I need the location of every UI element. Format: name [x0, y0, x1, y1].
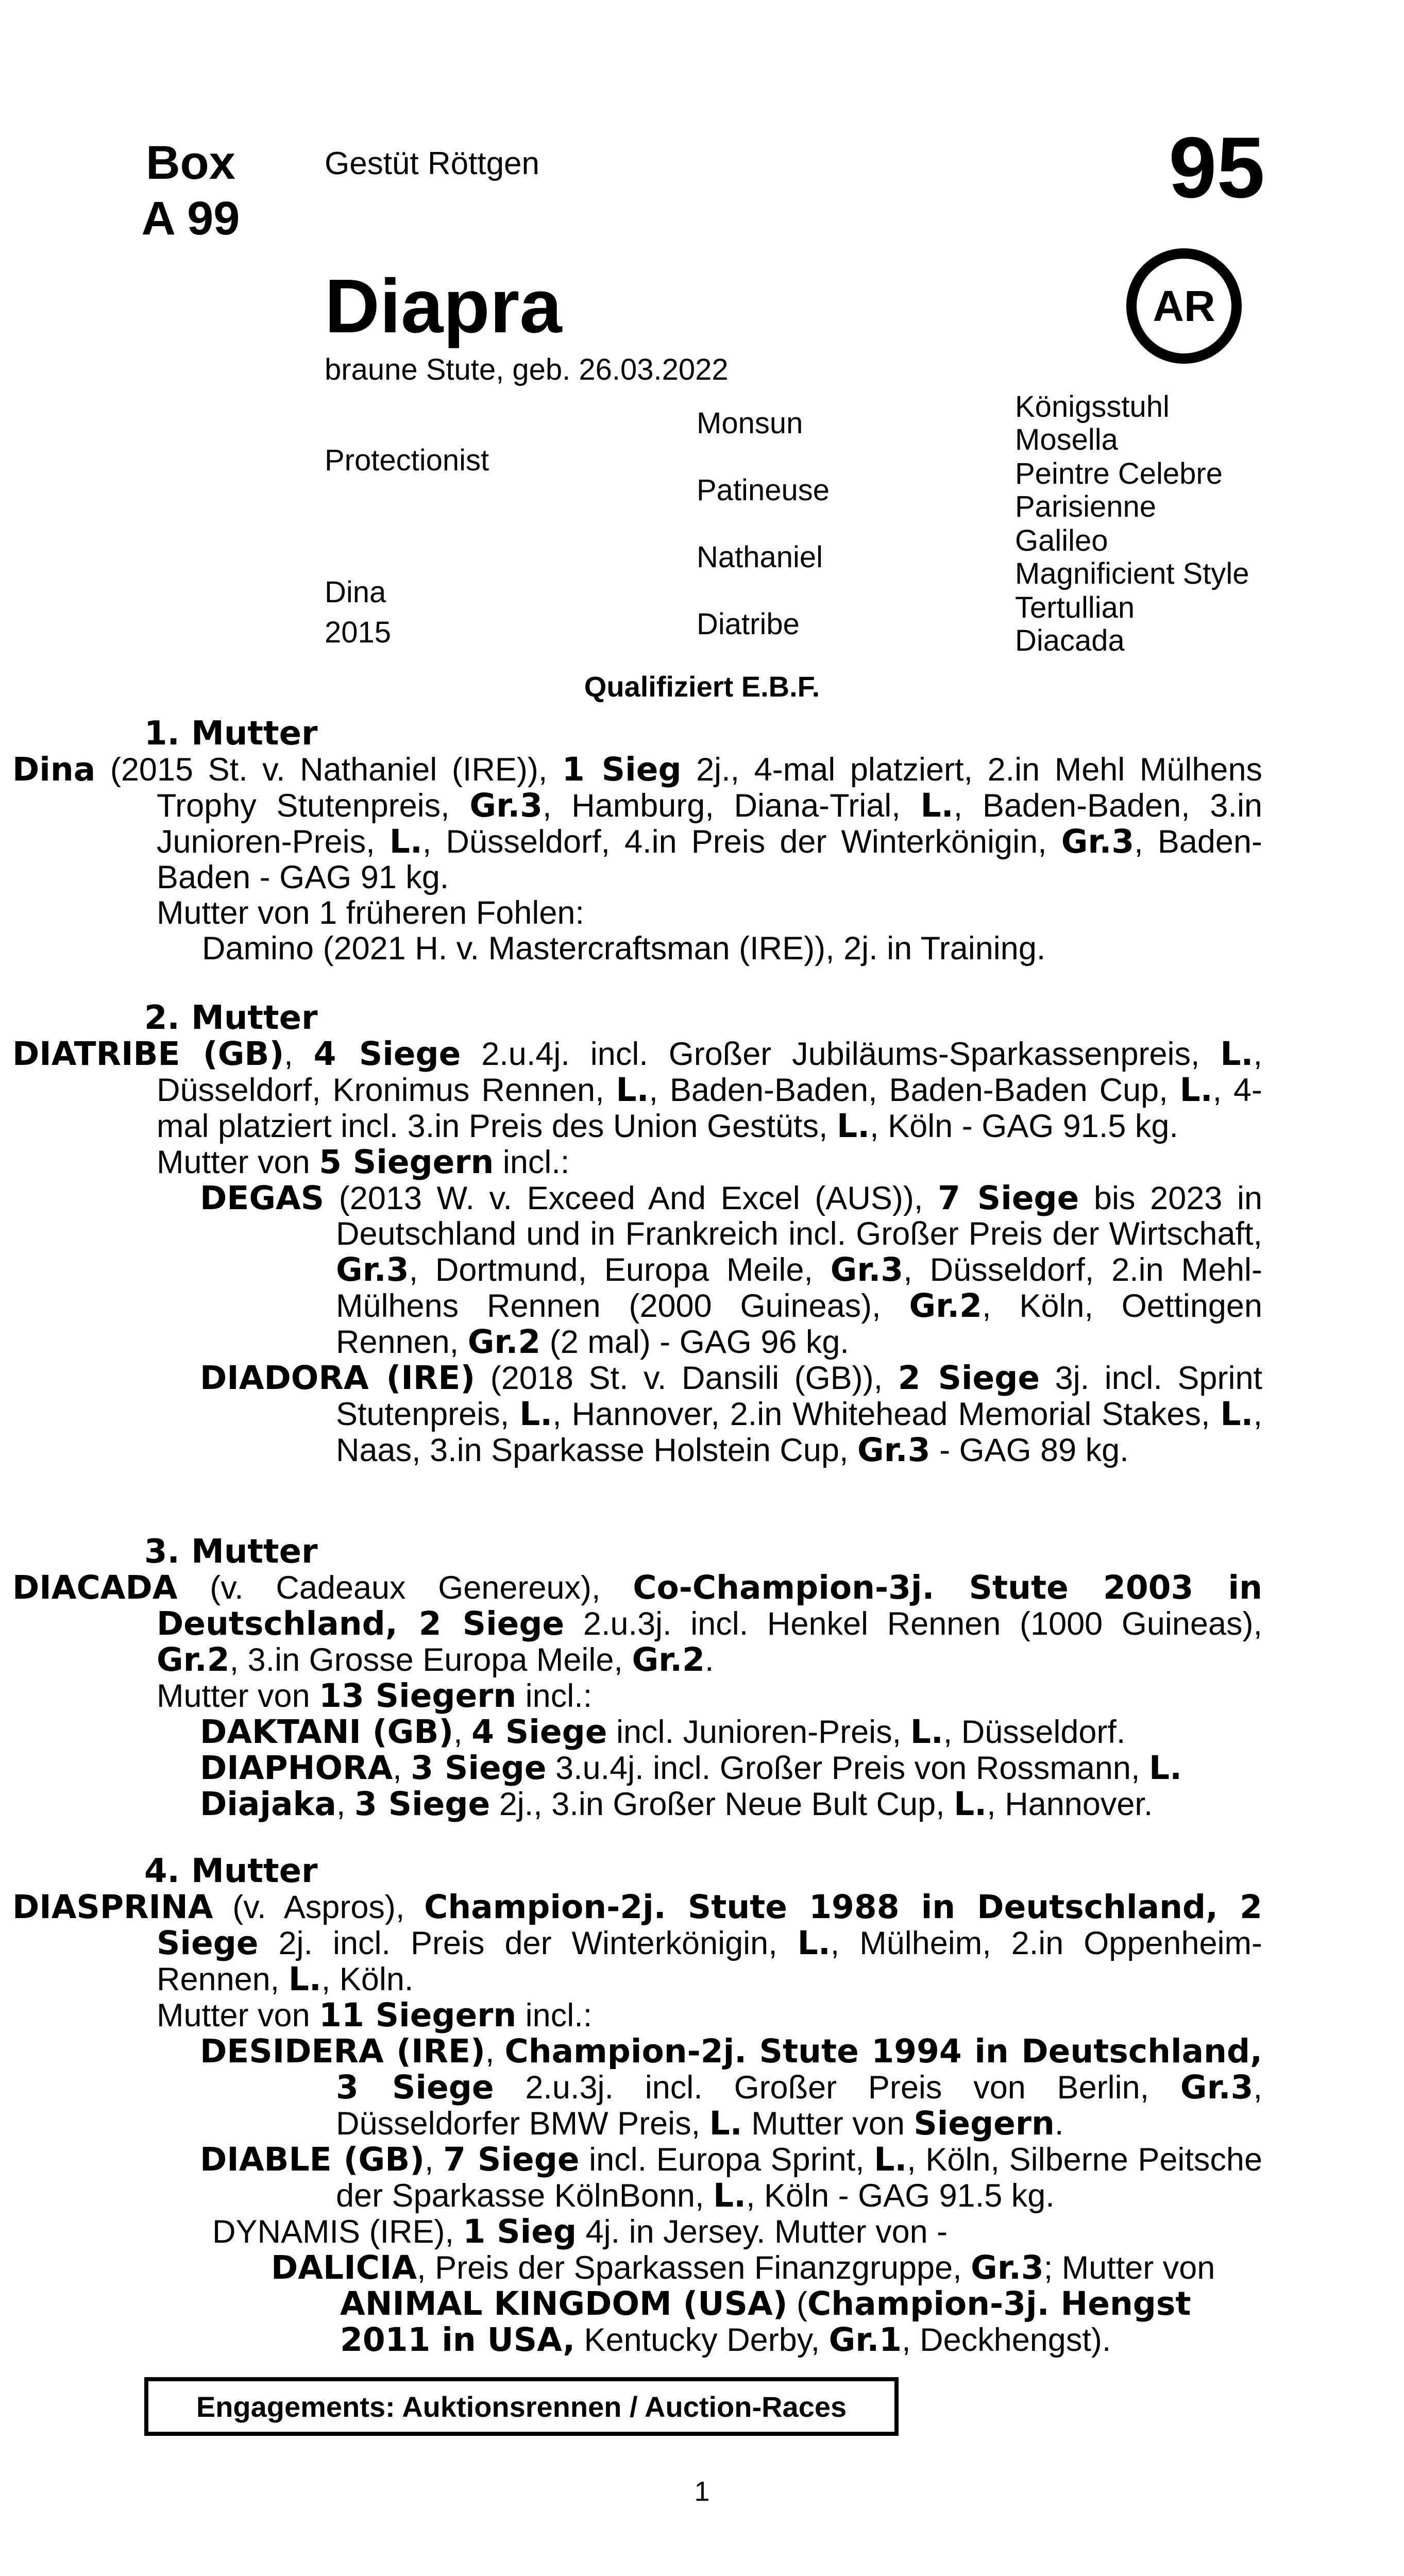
- pedigree-great-grandparent: Mosella: [1015, 423, 1118, 456]
- pedigree-grandparent: Monsun: [697, 406, 803, 440]
- pedigree-dam: Dina: [325, 575, 386, 609]
- pedigree-great-grandparent: Galileo: [1015, 524, 1108, 557]
- lot-number: 95: [1169, 119, 1265, 216]
- dam-entry: DIASPRINA (v. Aspros), Champion-2j. Stute 1988 in Deutschland, 2 Siege 2j. incl. Preis der Winterkönigin, L., Mülheim, 2.in Oppenheim-Rennen, L., Köln.: [12, 1888, 1262, 1998]
- pedigree-great-grandparent: Königsstuhl: [1015, 390, 1170, 423]
- section-first-dam: [12, 715, 1262, 967]
- pedigree-great-grandparent: Parisienne: [1015, 490, 1157, 523]
- offspring-entry: Damino (2021 H. v. Mastercraftsman (IRE)), 2j. in Training.: [202, 930, 1046, 967]
- pedigree-grandparent: Diatribe: [697, 607, 800, 641]
- box-label: Box: [146, 137, 235, 189]
- offspring-entry: DESIDERA (IRE), Champion-2j. Stute 1994 in Deutschland, 3 Siege 2.u.3j. incl. Großer Preis von Berlin, Gr.3, Düsseldorfer BMW Preis, L. Mutter von Siegern.: [200, 2032, 1263, 2142]
- ar-badge: [1126, 248, 1242, 364]
- pedigree-great-grandparent: Peintre Celebre: [1015, 457, 1223, 490]
- pedigree-great-grandparent: Diacada: [1015, 624, 1125, 657]
- offspring-entry: Diajaka, 3 Siege 2j., 3.in Großer Neue Bult Cup, L., Hannover.: [200, 1785, 1153, 1823]
- box-number: A 99: [141, 192, 240, 245]
- pedigree-grandparent: Nathaniel: [697, 540, 823, 574]
- section-third-dam: [12, 1533, 1262, 1823]
- horse-name: Diapra: [325, 264, 562, 349]
- offspring-entry: DIADORA (IRE) (2018 St. v. Dansili (GB)), 2 Siege 3j. incl. Sprint Stutenpreis, L., Hannover, 2.in Whitehead Memorial Stakes, L., Naas, 3.in Sparkasse Holstein Cup, Gr.3 - GAG 89 kg.: [200, 1359, 1262, 1469]
- pedigree-grandparent: Patineuse: [697, 473, 830, 507]
- grand-offspring-entry: DALICIA, Preis der Sparkassen Finanzgruppe, Gr.3; Mutter von ANIMAL KINGDOM (USA) (Champion-3j. Hengst 2011 in USA, Kentucky Derby, Gr.1, Deckhengst).: [271, 2249, 1215, 2359]
- winners-intro: Mutter von 5 Siegern incl.:: [157, 1143, 570, 1181]
- offspring-intro: Mutter von 1 früheren Fohlen:: [157, 895, 584, 931]
- dam-entry: DIATRIBE (GB), 4 Siege 2.u.4j. incl. Großer Jubiläums-Sparkassenpreis, L., Düsseldorf, Kronimus Rennen, L., Baden-Baden, Baden-Baden Cup, L., 4-mal platziert incl. 3.in Preis des Union Gestüts, L., Köln - GAG 91.5 kg.: [12, 1035, 1262, 1145]
- pedigree-great-grandparent: Tertullian: [1015, 591, 1135, 624]
- winners-intro: Mutter von 13 Siegern incl.:: [157, 1677, 593, 1715]
- section-heading: 4. Mutter: [144, 1852, 318, 1890]
- offspring-entry: DIAPHORA, 3 Siege 3.u.4j. incl. Großer Preis von Rossmann, L.: [200, 1749, 1182, 1787]
- dam-entry: Dina (2015 St. v. Nathaniel (IRE)), 1 Sieg 2j., 4-mal platziert, 2.in Mehl Mülhens Trophy Stutenpreis, Gr.3, Hamburg, Diana-Trial, L., Baden-Baden, 3.in Junioren-Preis, L., Düsseldorf, 4.in Preis der Winterkönigin, Gr.3, Baden-Baden - GAG 91 kg.: [12, 751, 1262, 895]
- offspring-entry: DEGAS (2013 W. v. Exceed And Excel (AUS)), 7 Siege bis 2023 in Deutschland und in Frankreich incl. Großer Preis der Wirtschaft, Gr.3, Dortmund, Europa Meile, Gr.3, Düsseldorf, 2.in Mehl-Mülhens Rennen (2000 Guineas), Gr.2, Köln, Oettingen Rennen, Gr.2 (2 mal) - GAG 96 kg.: [200, 1179, 1263, 1361]
- winners-intro: Mutter von 11 Siegern incl.:: [157, 1996, 593, 2034]
- section-heading: 3. Mutter: [144, 1533, 318, 1571]
- horse-description: braune Stute, geb. 26.03.2022: [325, 353, 729, 386]
- offspring-entry: DYNAMIS (IRE), 1 Sieg 4j. in Jersey. Mutter von -: [212, 2213, 948, 2250]
- section-heading: 2. Mutter: [144, 999, 318, 1037]
- dam-entry: DIACADA (v. Cadeaux Genereux), Co-Champion-3j. Stute 2003 in Deutschland, 2 Siege 2.u.3j. incl. Henkel Rennen (1000 Guineas), Gr.2, 3.in Grosse Europa Meile, Gr.2.: [12, 1569, 1262, 1679]
- ar-badge-text: AR: [1153, 281, 1215, 330]
- engagements-text: Engagements: Auktionsrennen / Auction-Races: [196, 2390, 847, 2423]
- stud-name: Gestüt Röttgen: [325, 146, 540, 181]
- box-info: [103, 135, 278, 246]
- page-number: 1: [694, 2476, 710, 2507]
- pedigree-sire: Protectionist: [325, 444, 489, 477]
- qualification: Qualifiziert E.B.F.: [584, 670, 820, 703]
- offspring-entry: DIABLE (GB), 7 Siege incl. Europa Sprint, L., Köln, Silberne Peitsche der Sparkasse KölnBonn, L., Köln - GAG 91.5 kg.: [200, 2141, 1262, 2214]
- section-fourth-dam: [12, 1852, 1263, 2359]
- pedigree-dam-year: 2015: [325, 616, 392, 649]
- section-heading: 1. Mutter: [144, 715, 318, 753]
- section-second-dam: [12, 999, 1263, 1469]
- offspring-entry: DAKTANI (GB), 4 Siege incl. Junioren-Preis, L., Düsseldorf.: [200, 1713, 1126, 1751]
- pedigree-great-grandparent: Magnificient Style: [1015, 557, 1249, 590]
- engagements-box: [144, 2377, 899, 2436]
